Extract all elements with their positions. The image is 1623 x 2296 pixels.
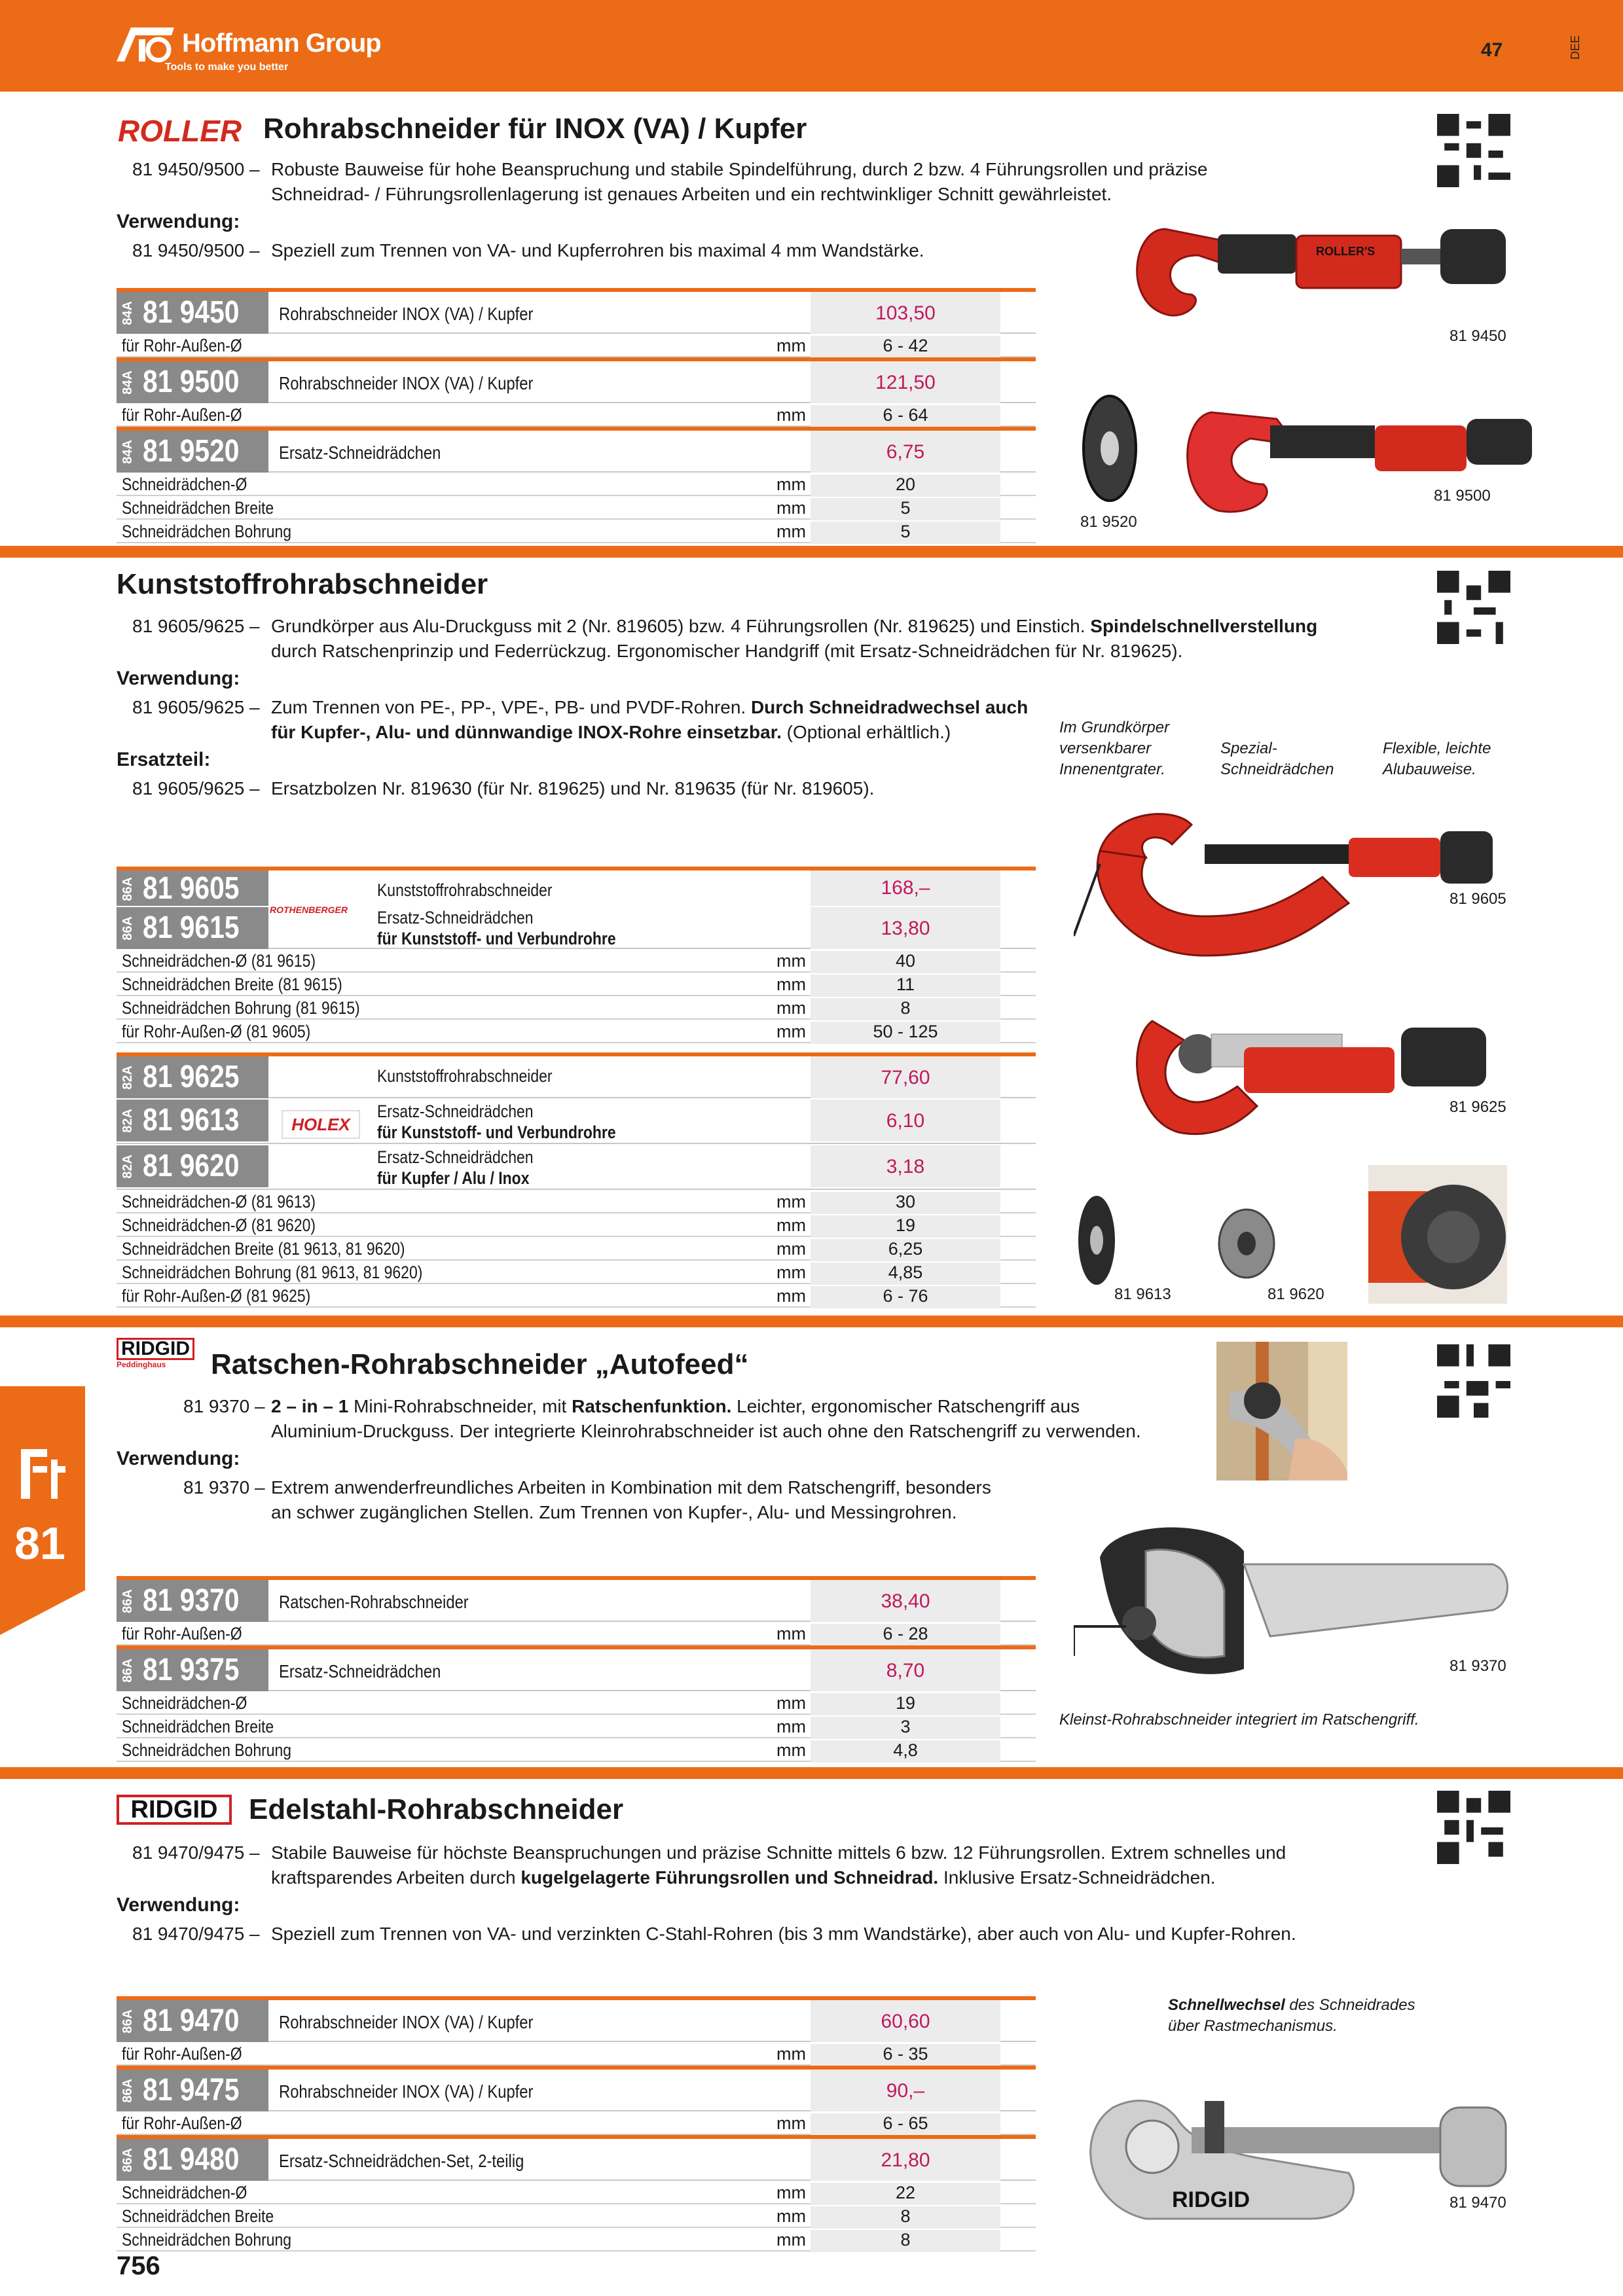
product-row[interactable] xyxy=(117,357,1036,403)
spec-row: Schneidrädchen-Ø mm 20 xyxy=(117,473,1036,496)
product-code-box xyxy=(117,1580,268,1622)
product-price: 3,18 xyxy=(886,1156,925,1177)
image-caption: 81 9500 xyxy=(1434,487,1491,505)
roller-brand-logo xyxy=(117,117,251,145)
product-code: 81 9480 xyxy=(143,2142,240,2177)
product-table xyxy=(117,288,1036,543)
desc-number: 81 9450/9500 – xyxy=(132,159,260,179)
product-code-box xyxy=(117,1056,268,1098)
spec-row: Schneidrädchen Bohrung mm 4,8 xyxy=(117,1738,1036,1762)
series-code: 86A xyxy=(120,1589,135,1613)
desc-line: Grundkörper aus Alu-Druckguss mit 2 (Nr. 819605) bzw. 4 Führungsrollen (Nr. 819625) und Einstich. Spindelschnellverstellung xyxy=(271,616,1318,636)
desc-number: 81 9370 – xyxy=(183,1396,265,1416)
cutting-wheel-9613-image xyxy=(1074,1191,1120,1289)
product-description: Ersatz-Schneidrädchen-Set, 2-teilig xyxy=(279,2151,524,2171)
product-description: Ersatz-Schneidrädchen xyxy=(279,1661,441,1681)
spec-row: Schneidrädchen-Ø (81 9615) mm 40 xyxy=(117,949,1036,973)
spec-row: Schneidrädchen Breite mm 5 xyxy=(117,496,1036,520)
product-code: 81 9615 xyxy=(143,910,240,945)
spec-row: Schneidrädchen Breite mm 3 xyxy=(117,1715,1036,1738)
section-title-inox: Rohrabschneider für INOX (VA) / Kupfer xyxy=(263,113,807,145)
desc-number: 81 9605/9625 – xyxy=(132,616,260,636)
roller-image-label: ROLLER'S xyxy=(1316,245,1376,258)
series-code: 84A xyxy=(120,301,135,325)
section-title-autofeed: Ratschen-Rohrabschneider „Autofeed“ xyxy=(211,1348,749,1380)
desc-line: Stabile Bauweise für höchste Beanspruchungen und präzise Schnitte mittels 6 bzw. 12 Führungsrollen. Extrem schnelles und xyxy=(271,1842,1286,1863)
usage-number: 81 9470/9475 – xyxy=(132,1924,260,1944)
product-code-box xyxy=(117,431,268,473)
cutter-closeup-image xyxy=(1368,1165,1507,1304)
roller-cutter-9450-image xyxy=(1126,216,1519,327)
spec-row: für Rohr-Außen-Ø (81 9625) mm 6 - 76 xyxy=(117,1284,1036,1308)
product-table xyxy=(117,1996,1036,2251)
product-table xyxy=(117,1576,1036,1762)
series-code: 86A xyxy=(120,877,135,901)
spec-row: für Rohr-Außen-Ø mm 6 - 28 xyxy=(117,1622,1036,1645)
product-price: 121,50 xyxy=(875,372,936,393)
series-code: 86A xyxy=(120,1659,135,1683)
desc-line: Aluminium-Druckguss. Der integrierte Kleinrohrabschneider ist auch ohne den Ratschengriff zu verwenden. xyxy=(271,1421,1141,1441)
product-row[interactable] xyxy=(117,1144,1036,1190)
series-code: 86A xyxy=(120,2009,135,2034)
series-code: 82A xyxy=(120,1155,135,1179)
product-code-box xyxy=(117,1100,268,1141)
desc-line: durch Ratschenprinzip und Federrückzug. Ergonomischer Handgriff (mit Ersatz-Schneidrädchen für Nr. 819625). xyxy=(271,641,1183,661)
product-price: 60,60 xyxy=(881,2011,930,2032)
product-row[interactable] xyxy=(117,1576,1036,1622)
product-code: 81 9520 xyxy=(143,434,240,469)
product-description: Kunststoffrohrabschneider xyxy=(377,1066,553,1086)
image-caption: 81 9613 xyxy=(1114,1285,1171,1303)
spec-row: Schneidrädchen Bohrung (81 9613, 81 9620) mm 4,85 xyxy=(117,1261,1036,1284)
ridgid-logo-text: RIDGID xyxy=(117,1338,194,1360)
desc-line: kraftsparendes Arbeiten durch kugelgelagerte Führungsrollen und Schneidrad. Inklusive Ersatz-Schneidrädchen. xyxy=(271,1867,1216,1888)
product-price: 38,40 xyxy=(881,1590,930,1612)
roller-logo-text: ROLLER xyxy=(118,117,242,145)
product-description: Kunststoffrohrabschneider xyxy=(377,880,553,900)
usage-line: Extrem anwenderfreundliches Arbeiten in Kombination mit dem Ratschengriff, besonders xyxy=(271,1477,991,1498)
product-row[interactable] xyxy=(117,2066,1036,2111)
feature-note: Kleinst-Rohrabschneider integriert im Ratschengriff. xyxy=(1059,1711,1419,1729)
product-code-box xyxy=(117,1649,268,1691)
usage-line: Zum Trennen von PE-, PP-, VPE-, PB- und PVDF-Rohren. Durch Schneidradwechsel auch xyxy=(271,697,1029,717)
product-price: 6,75 xyxy=(886,441,925,463)
product-row[interactable] xyxy=(117,1645,1036,1691)
language-code: DEE xyxy=(1569,35,1582,60)
spec-row: Schneidrädchen Breite mm 8 xyxy=(117,2204,1036,2228)
section-separator xyxy=(0,1767,1623,1779)
usage-number: 81 9370 – xyxy=(183,1477,265,1498)
usage-number: 81 9605/9625 – xyxy=(132,697,260,717)
image-caption: 81 9370 xyxy=(1450,1657,1506,1675)
spec-row: für Rohr-Außen-Ø mm 6 - 64 xyxy=(117,403,1036,427)
image-caption: 81 9620 xyxy=(1267,1285,1324,1303)
product-table xyxy=(117,867,1036,1308)
series-code: 86A xyxy=(120,2148,135,2172)
product-code: 81 9475 xyxy=(143,2073,240,2108)
spec-row: Schneidrädchen Bohrung (81 9615) mm 8 xyxy=(117,996,1036,1020)
section-separator xyxy=(0,546,1623,558)
cutting-wheel-9520-image xyxy=(1074,386,1146,511)
image-caption: 81 9470 xyxy=(1450,2194,1506,2212)
qr-code-icon[interactable] xyxy=(1437,1791,1510,1864)
product-description: Rohrabschneider INOX (VA) / Kupfer xyxy=(279,373,534,393)
feature-note: Im Grundkörper versenkbarer Innenentgrater. xyxy=(1059,719,1170,778)
series-code: 84A xyxy=(120,440,135,464)
product-price: 6,10 xyxy=(886,1110,925,1132)
product-code: 81 9470 xyxy=(143,2003,240,2038)
ridgid-brand-logo: RIDGID xyxy=(117,1795,232,1825)
series-code: 84A xyxy=(120,370,135,395)
series-code: 86A xyxy=(120,916,135,941)
qr-code-icon[interactable] xyxy=(1437,1344,1510,1418)
spec-row: Schneidrädchen Bohrung mm 8 xyxy=(117,2228,1036,2251)
series-code: 86A xyxy=(120,2079,135,2103)
product-description: Ersatz-Schneidrädchen für Kupfer / Alu / Inox xyxy=(377,1147,534,1188)
product-description: Ersatz-Schneidrädchen für Kunststoff- und Verbundrohre xyxy=(377,908,616,948)
product-row[interactable] xyxy=(117,288,1036,334)
product-row[interactable] xyxy=(117,906,1036,949)
peddinghaus-text: Peddinghaus xyxy=(117,1360,166,1369)
image-caption: 81 9450 xyxy=(1450,327,1506,345)
spec-row: Schneidrädchen Breite (81 9615) mm 11 xyxy=(117,973,1036,996)
desc-line: 2 – in – 1 Mini-Rohrabschneider, mit Ratschenfunktion. Leichter, ergonomischer Ratschengriff aus xyxy=(271,1396,1080,1416)
product-description: Ersatz-Schneidrädchen xyxy=(279,442,441,463)
product-description: Rohrabschneider INOX (VA) / Kupfer xyxy=(279,304,534,324)
product-description: Rohrabschneider INOX (VA) / Kupfer xyxy=(279,2012,534,2032)
spec-row: Schneidrädchen Breite (81 9613, 81 9620) mm 6,25 xyxy=(117,1237,1036,1261)
spec-row: für Rohr-Außen-Ø mm 6 - 35 xyxy=(117,2042,1036,2066)
series-code: 82A xyxy=(120,1066,135,1090)
usage-label: Verwendung: xyxy=(117,1894,240,1916)
feature-note: Spezial- Schneidrädchen xyxy=(1220,740,1334,778)
image-caption: 81 9605 xyxy=(1450,890,1506,908)
usage-line: für Kupfer-, Alu- und dünnwandige INOX-Rohre einsetzbar. (Optional erhältlich.) xyxy=(271,722,951,742)
plastic-pipe-cutter-9605-image xyxy=(1074,798,1506,969)
product-code: 81 9625 xyxy=(143,1060,240,1094)
product-row[interactable] xyxy=(117,1052,1036,1098)
spec-row: für Rohr-Außen-Ø mm 6 - 65 xyxy=(117,2111,1036,2135)
spec-row: Schneidrädchen-Ø mm 22 xyxy=(117,2181,1036,2204)
product-price: 168,– xyxy=(881,877,930,899)
desc-line: Schneidrad- / Führungsrollenlagerung ist genaues Arbeiten und ein rechtwinkliger Schnitt gewährleistet. xyxy=(271,184,1112,204)
rothenberger-brand-logo: ROTHENBERGER xyxy=(270,905,348,915)
company-tagline: Tools to make you better xyxy=(165,62,289,73)
product-code-box xyxy=(117,2139,268,2181)
tools-icon xyxy=(18,1446,68,1501)
usage-line: Speziell zum Trennen von VA- und verzinkten C-Stahl-Rohren (bis 3 mm Wandstärke), aber auch von Alu- und Kupfer-Rohren. xyxy=(271,1924,1296,1944)
product-description: Ersatz-Schneidrädchen für Kunststoff- und Verbundrohre xyxy=(377,1102,616,1142)
image-caption: 81 9520 xyxy=(1080,513,1137,531)
product-code: 81 9375 xyxy=(143,1653,240,1687)
qr-code-icon[interactable] xyxy=(1437,571,1510,644)
desc-line: Robuste Bauweise für hohe Beanspruchung und stabile Spindelführung, durch 2 bzw. 4 Führungsrollen und präzise xyxy=(271,159,1208,179)
product-code-box xyxy=(117,292,268,334)
qr-code-icon[interactable] xyxy=(1437,114,1510,187)
product-row[interactable] xyxy=(117,1996,1036,2042)
feature-note: Schnellwechsel des Schneidrades über Rastmechanismus. xyxy=(1168,1996,1415,2035)
product-code: 81 9370 xyxy=(143,1583,240,1618)
product-row[interactable] xyxy=(117,1098,1036,1144)
product-code-box xyxy=(117,907,268,949)
product-code-box xyxy=(117,2070,268,2111)
product-code: 81 9450 xyxy=(143,295,240,330)
section-separator xyxy=(0,1316,1623,1327)
spare-part-label: Ersatzteil: xyxy=(117,749,211,770)
company-name: Hoffmann Group xyxy=(182,29,381,58)
product-code: 81 9605 xyxy=(143,871,240,906)
chapter-tab[interactable] xyxy=(0,1386,85,1635)
ridgid-image-label: RIDGID xyxy=(1172,2187,1250,2212)
product-price: 21,80 xyxy=(881,2149,930,2171)
product-code: 81 9620 xyxy=(143,1149,240,1183)
image-caption: 81 9625 xyxy=(1450,1098,1506,1116)
product-price: 8,70 xyxy=(886,1660,925,1681)
product-row[interactable] xyxy=(117,427,1036,473)
product-price: 90,– xyxy=(886,2080,925,2102)
page-number: 756 xyxy=(117,2251,160,2280)
spare-line: Ersatzbolzen Nr. 819630 (für Nr. 819625) und Nr. 819635 (für Nr. 819605). xyxy=(271,778,875,798)
cutting-wheel-9620-image xyxy=(1214,1204,1279,1283)
product-code: 81 9613 xyxy=(143,1103,240,1138)
chapter-number: 81 xyxy=(14,1518,65,1569)
product-code-box xyxy=(117,870,268,906)
usage-label: Verwendung: xyxy=(117,668,240,689)
usage-label: Verwendung: xyxy=(117,1448,240,1469)
autofeed-usage-photo xyxy=(1216,1342,1347,1480)
product-code-box xyxy=(117,1145,268,1187)
ridgid-peddinghaus-logo xyxy=(117,1338,202,1369)
page-top-number: 47 xyxy=(1481,39,1503,61)
product-row[interactable] xyxy=(117,867,1036,906)
section-title-edelstahl: Edelstahl-Rohrabschneider xyxy=(249,1793,624,1825)
feature-note: Flexible, leichte Alubauweise. xyxy=(1383,740,1491,778)
section-title-kunststoff: Kunststoffrohrabschneider xyxy=(117,568,488,600)
product-description: Rohrabschneider INOX (VA) / Kupfer xyxy=(279,2081,534,2102)
product-code: 81 9500 xyxy=(143,365,240,399)
desc-number: 81 9470/9475 – xyxy=(132,1842,260,1863)
spec-row: Schneidrädchen Bohrung mm 5 xyxy=(117,520,1036,543)
product-code-box xyxy=(117,361,268,403)
product-code-box xyxy=(117,2000,268,2042)
holex-pipe-cutter-9625-image xyxy=(1126,1001,1506,1158)
product-price: 103,50 xyxy=(875,302,936,324)
product-price: 77,60 xyxy=(881,1067,930,1088)
product-description: Ratschen-Rohrabschneider xyxy=(279,1592,469,1612)
spec-row: für Rohr-Außen-Ø (81 9605) mm 50 - 125 xyxy=(117,1020,1036,1043)
series-code: 82A xyxy=(120,1109,135,1133)
product-price: 13,80 xyxy=(881,918,930,939)
usage-label: Verwendung: xyxy=(117,211,240,232)
spare-number: 81 9605/9625 – xyxy=(132,778,260,798)
spec-row: Schneidrädchen-Ø mm 19 xyxy=(117,1691,1036,1715)
spec-row: Schneidrädchen-Ø (81 9620) mm 19 xyxy=(117,1213,1036,1237)
usage-line: an schwer zugänglichen Stellen. Zum Trennen von Kupfer-, Alu- und Messingrohren. xyxy=(271,1502,957,1522)
spec-row: für Rohr-Außen-Ø mm 6 - 42 xyxy=(117,334,1036,357)
spec-row: Schneidrädchen-Ø (81 9613) mm 30 xyxy=(117,1190,1036,1213)
holex-brand-logo: HOLEX xyxy=(282,1110,360,1139)
product-row[interactable] xyxy=(117,2135,1036,2181)
usage-number: 81 9450/9500 – xyxy=(132,240,260,260)
usage-line: Speziell zum Trennen von VA- und Kupferrohren bis maximal 4 mm Wandstärke. xyxy=(271,240,924,260)
hoffmann-hammer-icon xyxy=(117,25,174,63)
